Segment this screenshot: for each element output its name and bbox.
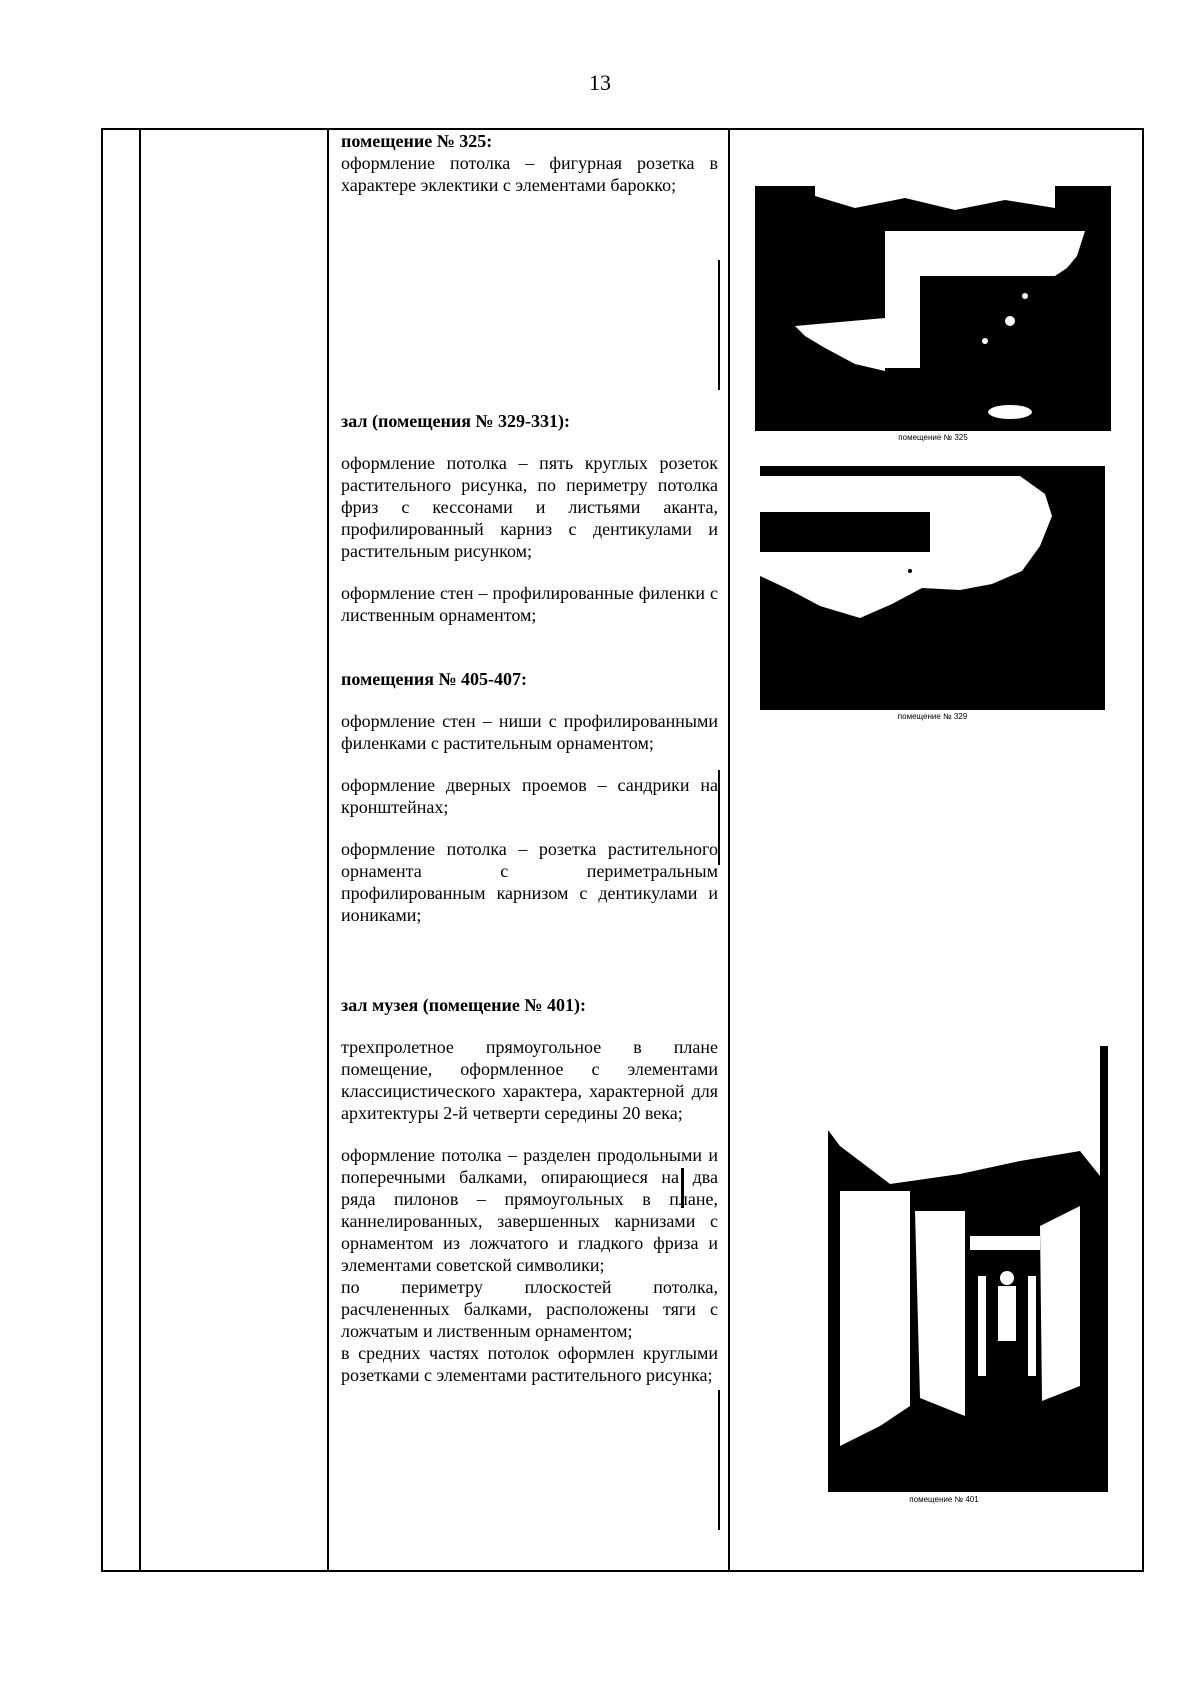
section-museum-hall-401 — [341, 994, 718, 1386]
section-paragraph: оформление потолка – пять круглых розеток растительного рисунка, по периметру потолка фриз с кессонами и листьями аканта, профилированный карниз с дентикулами и растительным рисунком; — [341, 453, 718, 561]
scan-mark — [718, 260, 720, 390]
scan-mark — [718, 770, 720, 865]
section-heading: зал (помещения № 329-331): — [341, 411, 570, 431]
section-heading: помещение № 325: — [341, 131, 493, 151]
column-divider-1 — [139, 130, 141, 1570]
section-paragraph: оформление дверных проемов – сандрики на кронштейнах; — [341, 775, 718, 817]
section-rooms-405-407 — [341, 668, 718, 926]
section-room-325 — [341, 130, 718, 196]
section-paragraph: оформление потолка – розетка растительного орнамента с периметральным профилированным карнизом с дентикулами и иониками; — [341, 839, 718, 925]
photo-room-401 — [780, 1046, 1108, 1492]
section-paragraph: оформление потолка – фигурная розетка в характере эклектики с элементами барокко; — [341, 153, 718, 195]
photo-caption: помещение № 401 — [909, 1495, 979, 1504]
section-heading: помещения № 405-407: — [341, 669, 528, 689]
section-hall-329-331 — [341, 410, 718, 626]
section-paragraph: оформление стен – ниши с профилированными филенками с растительным орнаментом; — [341, 711, 718, 753]
ceiling-frieze-image — [760, 466, 1105, 710]
section-paragraph: трехпролетное прямоугольное в плане помещение, оформленное с элементами классицистического характера, характерной для архитектуры 2-й четверти середины 20 века; — [341, 1037, 718, 1123]
photo-caption: помещение № 329 — [897, 712, 968, 721]
photo-room-329 — [760, 466, 1105, 710]
column-divider-3 — [728, 130, 730, 1570]
scan-mark — [718, 1390, 720, 1530]
photo-room-325 — [755, 186, 1111, 431]
section-paragraph: оформление потолка – разделен продольными и поперечными балками, опирающиеся на два ряда пилонов – прямоугольных в плане, каннелированных, завершенных карнизами с орнаментом из ложчатого и гладкого фриза и элементами советской символики; по периметру плоскостей потолка, расчлененных балками, расположены тяги с ложчатым и лиственным орнаментом; в средних частях потолок оформлен круглыми розетками с элементами растительного рисунка; — [341, 1145, 718, 1385]
ceiling-rosette-image — [755, 186, 1111, 431]
scan-bracket-mark — [681, 1168, 688, 1208]
museum-hall-image — [780, 1046, 1108, 1492]
section-heading: зал музея (помещение № 401): — [341, 995, 586, 1015]
photo-caption: помещение № 325 — [898, 433, 968, 442]
page-number: 13 — [589, 70, 611, 95]
section-paragraph: оформление стен – профилированные филенки с лиственным орнаментом; — [341, 583, 718, 625]
column-divider-2 — [327, 130, 329, 1570]
